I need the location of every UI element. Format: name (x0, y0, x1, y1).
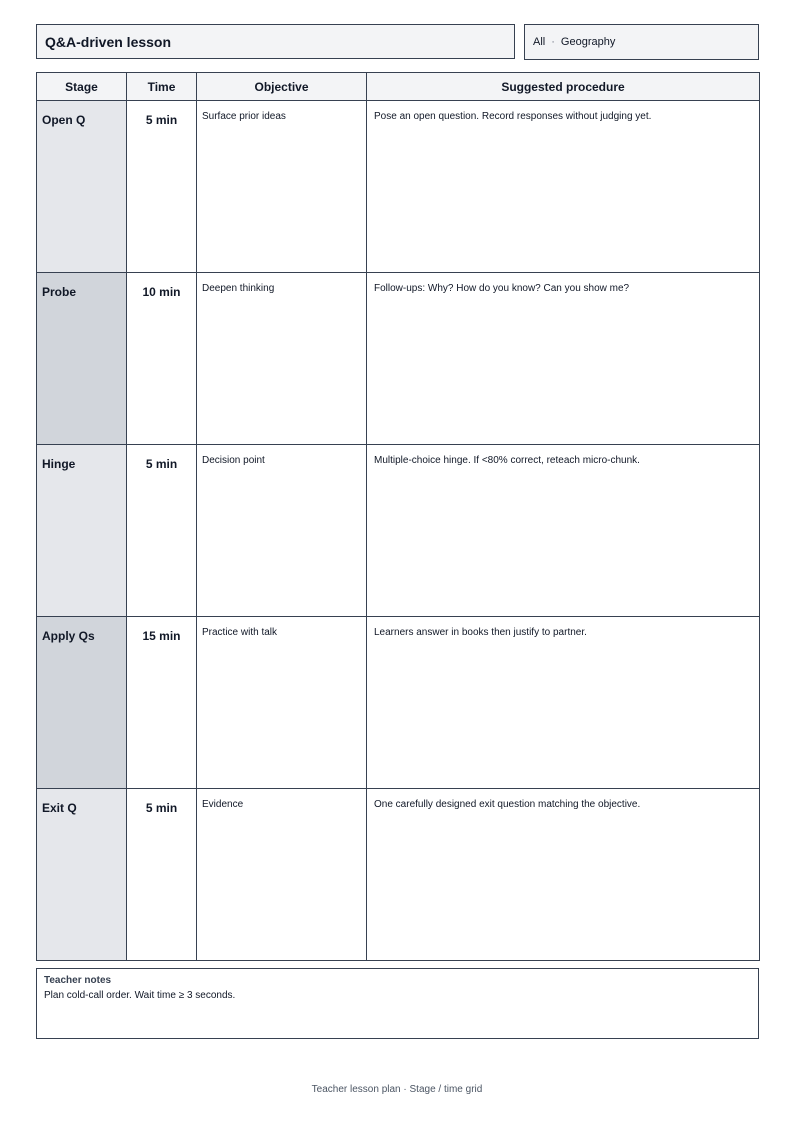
column-header-time: Time (127, 73, 197, 101)
stage-cell: Probe (37, 273, 127, 445)
table-row (37, 445, 760, 617)
stage-cell: Exit Q (37, 789, 127, 961)
time-cell: 15 min (127, 617, 197, 789)
page-footer: Teacher lesson plan · Stage / time grid (311, 1084, 483, 1095)
lesson-title-text: Q&A-driven lesson (45, 33, 172, 50)
procedure-cell: Learners answer in books then justify to partner. (367, 617, 760, 789)
procedure-cell: One carefully designed exit question matching the objective. (367, 789, 760, 961)
teacher-notes-title: Teacher notes (44, 975, 112, 986)
objective-cell: Surface prior ideas (197, 101, 367, 273)
column-header-objective: Objective (197, 73, 367, 101)
subject: Geography (560, 36, 616, 48)
time-cell: 5 min (127, 101, 197, 273)
table-row (37, 789, 760, 961)
class-subject-box (524, 24, 759, 60)
time-cell: 5 min (127, 445, 197, 617)
procedure-cell: Pose an open question. Record responses without judging yet. (367, 101, 760, 273)
grid-header-row (37, 73, 760, 101)
objective-cell: Deepen thinking (197, 273, 367, 445)
objective-cell: Evidence (197, 789, 367, 961)
table-row (37, 617, 760, 789)
stage-cell: Hinge (37, 445, 127, 617)
table-row (37, 273, 760, 445)
column-header-stage: Stage (37, 73, 127, 101)
procedure-cell: Follow-ups: Why? How do you know? Can you show me? (367, 273, 760, 445)
teacher-notes-text: Plan cold-call order. Wait time ≥ 3 seconds. (44, 990, 236, 1001)
objective-cell: Decision point (197, 445, 367, 617)
meta-separator: · (551, 36, 555, 48)
stage-cell: Open Q (37, 101, 127, 273)
stage-time-grid (36, 72, 760, 961)
table-row (37, 101, 760, 273)
time-cell: 5 min (127, 789, 197, 961)
column-header-procedure: Suggested procedure (367, 73, 760, 101)
time-cell: 10 min (127, 273, 197, 445)
objective-cell: Practice with talk (197, 617, 367, 789)
stage-cell: Apply Qs (37, 617, 127, 789)
procedure-cell: Multiple-choice hinge. If <80% correct, reteach micro-chunk. (367, 445, 760, 617)
teacher-notes-box (36, 968, 759, 1039)
class-group: All (533, 36, 546, 48)
lesson-title (36, 24, 515, 59)
